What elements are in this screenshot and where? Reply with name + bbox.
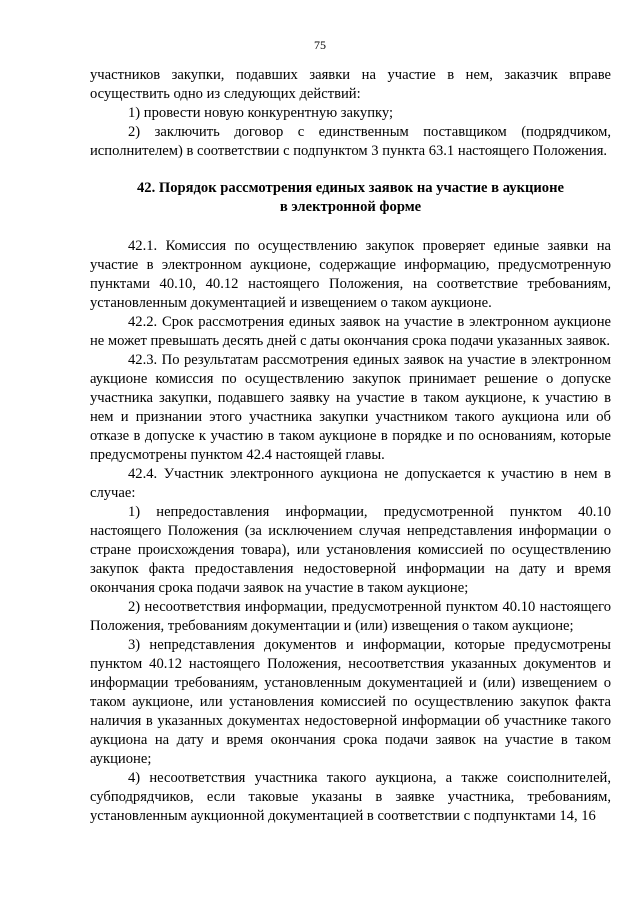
list-item-42-4-3: 3) непредставления документов и информации, которые предусмотрены пунктом 40.12 настоящего Положения, несоответствия указанных документов и информации требованиям, установленным документацией и (или) извещением о таком аукционе, или установления комиссией по осуществлению закупок факта наличия в указанных документах недостоверной информации об участнике такого аукциона на дату и время окончания срока подачи заявок на участие в таком аукционе; xyxy=(90,637,611,767)
section-heading-line-2: в электронной форме xyxy=(279,199,422,215)
paragraph-42-1: 42.1. Комиссия по осуществлению закупок проверяет единые заявки на участие в электронном аукционе, содержащие информацию, предусмотренную пунктами 40.10, 40.12 настоящего Положения, на соответствие требованиям, установленным документацией и извещением о таком аукционе. xyxy=(90,238,611,311)
section-heading xyxy=(90,179,611,217)
list-item-42-4-4: 4) несоответствия участника такого аукциона, а также соисполнителей, субподрядчиков, если таковые указаны в заявке участника, требованиям, установленным аукционной документацией в соответствии с подпунктами 14, 16 xyxy=(90,770,611,824)
list-item-option-2: 2) заключить договор с единственным поставщиком (подрядчиком, исполнителем) в соответствии с подпунктом 3 пункта 63.1 настоящего Положения. xyxy=(90,124,611,159)
document-body xyxy=(90,66,611,826)
paragraph-continuation: участников закупки, подавших заявки на участие в нем, заказчик вправе осуществить одно из следующих действий: xyxy=(90,67,611,102)
paragraph-42-2: 42.2. Срок рассмотрения единых заявок на участие в электронном аукционе не может превышать десять дней с даты окончания срока подачи указанных заявок. xyxy=(90,314,611,349)
page-number: 75 xyxy=(314,38,326,52)
list-item-option-1: 1) провести новую конкурентную закупку; xyxy=(128,105,394,121)
section-heading-line-1: 42. Порядок рассмотрения единых заявок на участие в аукционе xyxy=(137,180,564,196)
list-item-42-4-1: 1) непредоставления информации, предусмотренной пунктом 40.10 настоящего Положения (за исключением случая непредставления информации о стране происхождения товара), или установления комиссией по осуществлению закупок факта предоставления недостоверной информации на дату и время окончания срока подачи заявок на участие в таком аукционе; xyxy=(90,504,611,596)
paragraph-42-4: 42.4. Участник электронного аукциона не допускается к участию в нем в случае: xyxy=(90,466,611,501)
paragraph-42-3: 42.3. По результатам рассмотрения единых заявок на участие в электронном аукционе комиссия по осуществлению закупок принимает решение о допуске участника закупки, подавшего заявку на участие в таком аукционе, к участию в нем и признании этого участника закупки участником такого аукциона или об отказе в допуске к участию в таком аукционе в порядке и по основаниям, которые предусмотрены пунктом 42.4 настоящей главы. xyxy=(90,352,611,463)
list-item-42-4-2: 2) несоответствия информации, предусмотренной пунктом 40.10 настоящего Положения, требованиям документации и (или) извещения о таком аукционе; xyxy=(90,599,611,634)
